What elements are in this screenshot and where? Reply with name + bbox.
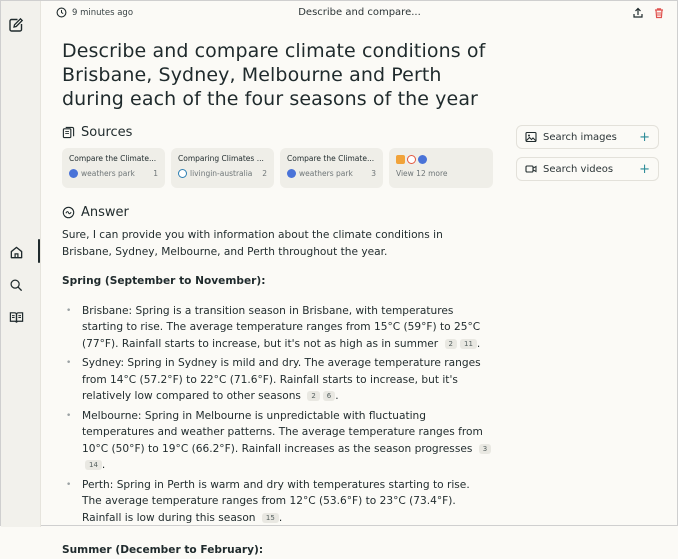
- edit-icon: [8, 17, 24, 33]
- source-number: 2: [262, 169, 267, 178]
- answer-heading: [62, 205, 129, 220]
- answer-heading-text: Answer: [81, 205, 129, 220]
- answer-intro: Sure, I can provide you with information about the climate conditions in Brisbane, Sydney, Melbourne, and Perth throughout the year.: [62, 229, 443, 258]
- citation-chip[interactable]: 2: [307, 391, 319, 401]
- search-button[interactable]: [6, 275, 26, 295]
- video-icon: [525, 163, 537, 175]
- source-number: 3: [371, 169, 376, 178]
- plus-icon: +: [639, 161, 650, 177]
- weatherspark-icon: [69, 169, 78, 178]
- book-icon: [9, 310, 24, 325]
- summer-heading: Summer (December to February):: [62, 544, 264, 556]
- livingin-australia-icon: [178, 169, 187, 178]
- list-item: • Perth: Spring in Perth is warm and dry with temperatures starting to rise. The average temperature ranges from 12°C (53.6°F) to 23°C (73.4°F). Rainfall is low during this season 15 .: [62, 477, 492, 527]
- sources-icon: [62, 126, 75, 139]
- bullet-text: Sydney: Spring in Sydney is mild and dry. The average temperature ranges from 14°C (57.2°F) to 22°C (71.6°F). Rainfall starts to increase, but it's relatively low compared to other seasons: [82, 357, 481, 402]
- search-videos-button[interactable]: [516, 157, 659, 181]
- trash-icon: [653, 7, 665, 19]
- list-item: • Melbourne: Spring in Melbourne is unpredictable with fluctuating temperatures and weather patterns. The average temperature ranges from 10°C (50°F) to 19°C (66.2°F). Rainfall increases as the season progresses 314 .: [62, 408, 492, 474]
- source-title: Compare the Climate...: [287, 154, 375, 163]
- weatherspark-icon: [418, 155, 427, 164]
- home-icon: [9, 245, 24, 260]
- citation-chip[interactable]: 14: [85, 460, 102, 470]
- citation-chip[interactable]: 6: [323, 391, 335, 401]
- home-button[interactable]: [6, 242, 26, 262]
- sources-heading: [62, 125, 132, 140]
- search-images-button[interactable]: [516, 125, 659, 149]
- main-content: [62, 39, 502, 556]
- plus-icon: +: [639, 129, 650, 145]
- source-card[interactable]: [171, 148, 274, 188]
- citation-chip[interactable]: 11: [460, 339, 477, 349]
- active-indicator: [38, 239, 40, 263]
- list-item: • Brisbane: Spring is a transition season in Brisbane, with temperatures starting to rise. The average temperature ranges from 15°C (59°F) to 25°C (77°F). Rainfall starts to increase, but it's not as high as in summer 2 11 .: [62, 303, 492, 353]
- view-more-label: View 12 more: [396, 169, 448, 178]
- new-thread-button[interactable]: [6, 15, 26, 35]
- share-icon: [632, 7, 644, 19]
- source-meta: [178, 169, 267, 178]
- search-videos-label: Search videos: [543, 163, 614, 175]
- left-rail: [1, 1, 41, 527]
- site-favicon-icon: [407, 155, 416, 164]
- spring-list: [62, 303, 492, 527]
- spring-heading: Spring (September to November):: [62, 275, 266, 287]
- view-more-sources-button[interactable]: [389, 148, 493, 188]
- answer-body: [62, 227, 492, 559]
- source-meta: [287, 169, 376, 178]
- list-item: • Sydney: Spring in Sydney is mild and dry. The average temperature ranges from 14°C (57.2°F) to 22°C (71.6°F). Rainfall starts to increase, but it's relatively low compared to other seasons 2 6 .: [62, 355, 492, 405]
- search-icon: [9, 278, 23, 292]
- time-ago-text: 9 minutes ago: [72, 7, 134, 18]
- source-site: weathers park: [81, 169, 135, 178]
- site-favicon-icon: [396, 155, 405, 164]
- citation-chip[interactable]: 15: [262, 513, 279, 523]
- source-site: weathers park: [299, 169, 353, 178]
- answer-icon: [62, 206, 75, 219]
- source-title: Comparing Climates ...: [178, 154, 264, 163]
- delete-button[interactable]: [652, 6, 666, 20]
- source-card[interactable]: [62, 148, 165, 188]
- search-images-label: Search images: [543, 131, 617, 143]
- bullet-text: Brisbane: Spring is a transition season in Brisbane, with temperatures starting to rise. The average temperature ranges from 15°C (59°F) to 25°C (77°F). Rainfall starts to increase, but it's not as high as in summer: [82, 304, 481, 350]
- source-meta: [69, 169, 158, 178]
- library-button[interactable]: [6, 307, 26, 327]
- source-title: Compare the Climate...: [69, 154, 157, 163]
- source-card[interactable]: [280, 148, 383, 188]
- source-favicons: [396, 154, 486, 164]
- bullet-text: Perth: Spring in Perth is warm and dry with temperatures starting to rise. The average temperature ranges from 12°C (53.6°F) to 23°C (73.4°F). Rainfall is low during this season: [82, 478, 470, 524]
- source-site: livingin-australia: [190, 169, 253, 178]
- thread-header: [41, 1, 678, 27]
- source-cards: [62, 148, 493, 188]
- image-icon: [525, 131, 537, 143]
- share-button[interactable]: [631, 6, 645, 20]
- citation-chip[interactable]: 2: [445, 339, 457, 349]
- citation-chip[interactable]: 3: [479, 444, 491, 454]
- thread-title: Describe and compare...: [298, 7, 421, 18]
- question-title: Describe and compare climate conditions of Brisbane, Sydney, Melbourne and Perth during each of the four seasons of the year: [62, 40, 486, 110]
- sources-heading-text: Sources: [81, 125, 133, 140]
- bullet-text: Melbourne: Spring in Melbourne is unpredictable with fluctuating temperatures and weather patterns. The average temperature ranges from 10°C (50°F) to 19°C (66.2°F). Rainfall increases as the season progresses: [82, 409, 483, 455]
- weatherspark-icon: [287, 169, 296, 178]
- source-number: 1: [153, 169, 158, 178]
